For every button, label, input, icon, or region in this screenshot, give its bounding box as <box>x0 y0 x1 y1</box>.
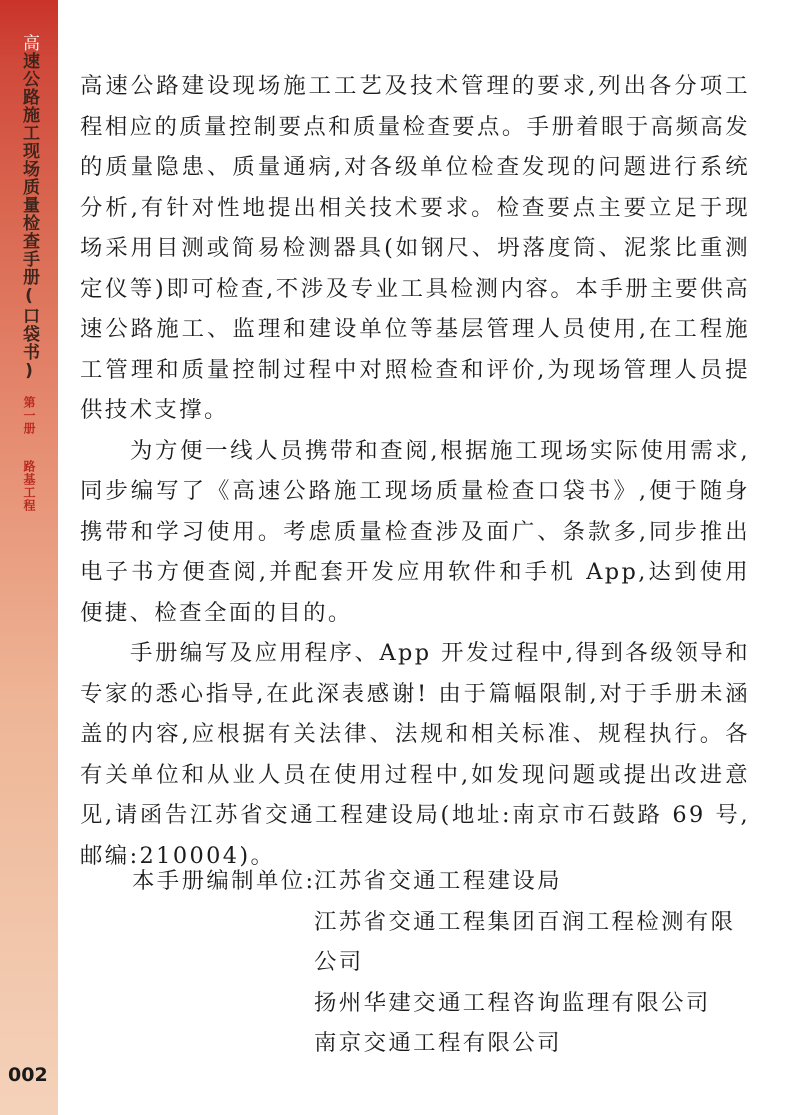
org-item: 南京交通工程有限公司 <box>314 1030 562 1056</box>
paragraph-1: 高速公路建设现场施工工艺及技术管理的要求,列出各分项工程相应的质量控制要点和质量检查要点。手册着眼于高频高发的质量隐患、质量通病,对各级单位检查发现的问题进行系统分析,有针对性地提出相关技术要求。检查要点主要立足于现场采用目测或简易检测器具(如钢尺、坍落度筒、泥浆比重测定仪等)即可检查,不涉及专业工具检测内容。本手册主要供高速公路施工、监理和建设单位等基层管理人员使用,在工程施工管理和质量控制过程中对照检查和评价,为现场管理人员提供技术支撑。 <box>80 73 750 423</box>
paragraph-2: 为方便一线人员携带和查阅,根据施工现场实际使用需求,同步编写了《高速公路施工现场质量检查口袋书》,便于随身携带和学习使用。考虑质量检查涉及面广、条款多,同步推出电子书方便查阅,并配套开发应用软件和手机 App,达到使用便捷、检查全面的目的。 <box>80 437 750 626</box>
sidebar-volume: 第一册 <box>22 396 36 435</box>
sidebar-strip <box>0 0 58 1115</box>
org-item: 江苏省交通工程集团百润工程检测有限公司 <box>314 908 736 975</box>
paragraph-3: 手册编写及应用程序、App 开发过程中,得到各级领导和专家的悉心指导,在此深表感谢! 由于篇幅限制,对于手册未涵盖的内容,应根据有关法律、法规和相关标准、规程执行。各有关单位和从业人员在使用过程中,如发现问题或提出改进意见,请函告江苏省交通工程建设局(地址:南京市石鼓路 69 号,邮编:210004)。 <box>80 640 750 869</box>
page-number: 002 <box>8 1064 48 1086</box>
sidebar-book-title <box>10 34 48 382</box>
sidebar-title-rest: 速公路施工现场质量检查手册(口袋书) <box>19 52 39 382</box>
page-body <box>80 66 750 876</box>
sidebar-title-first-char: 高 <box>19 34 39 52</box>
org-item: 江苏省交通工程建设局 <box>314 868 562 894</box>
editing-units-list <box>314 861 754 1064</box>
editing-units-label: 本手册编制单位: <box>132 868 316 894</box>
org-item: 扬州华建交通工程咨询监理有限公司 <box>314 989 711 1016</box>
sidebar-section: 路基工程 <box>22 460 36 512</box>
